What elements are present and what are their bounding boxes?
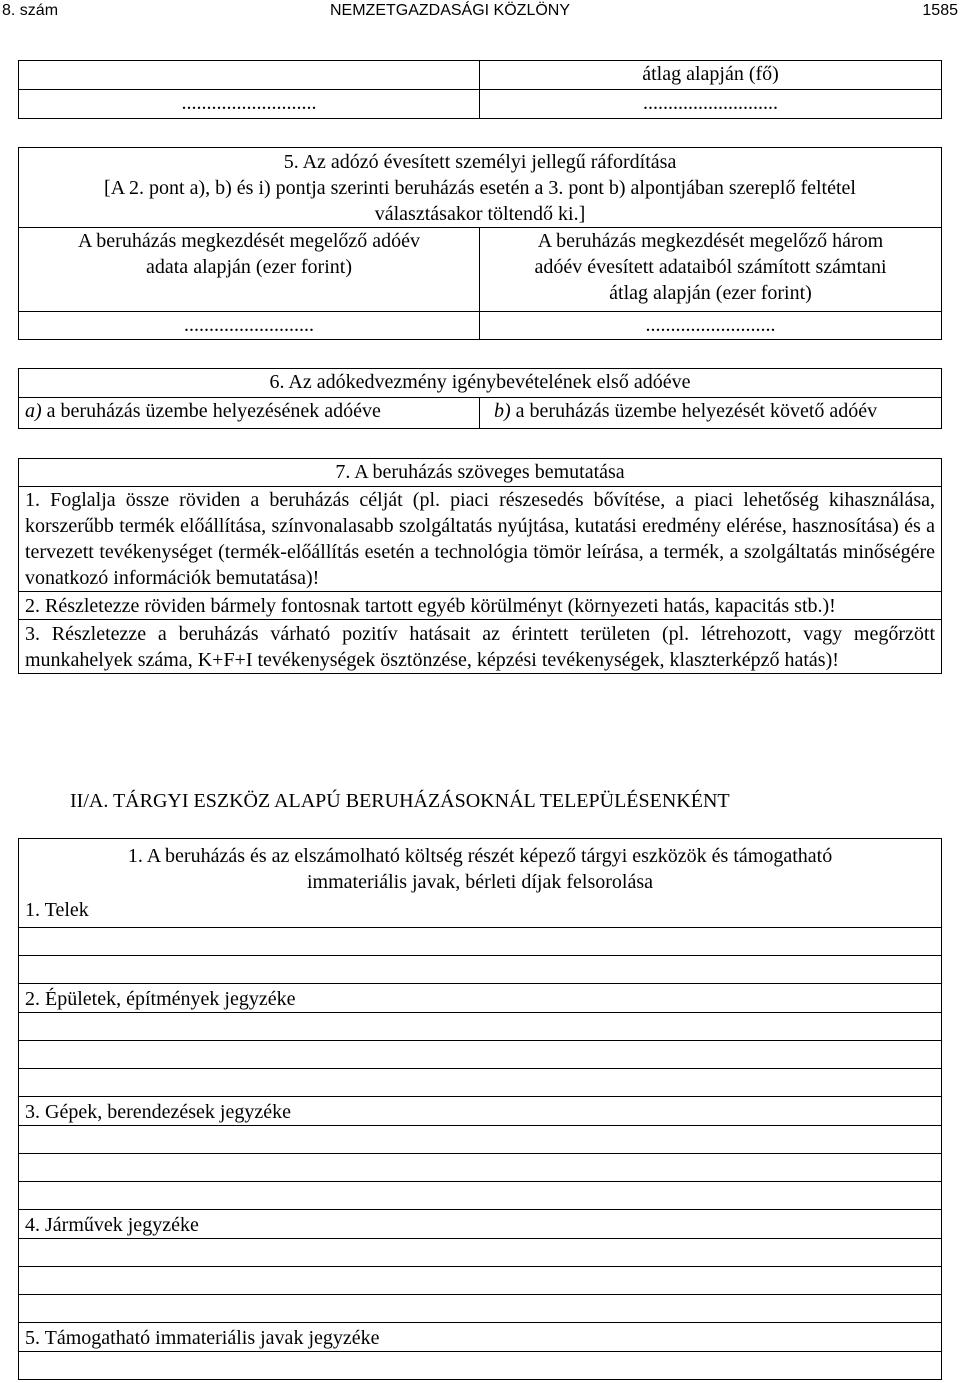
section-5-right-header [480,228,942,312]
section-6-title: 6. Az adókedvezmény igénybevételének első adóéve [19,369,942,398]
top-right-label: átlag alapján (fő) [480,61,942,90]
asset-category-machinery: 3. Gépek, berendezések jegyzéke [19,1097,942,1126]
section-5-title-line3: választásakor töltendő ki.] [374,203,586,225]
page-number: 1585 [922,2,958,19]
left-header-line2: adata alapján (ezer forint) [146,256,352,278]
option-a-text: a beruházás üzembe helyezésének adóéve [41,400,381,422]
section-5-title [19,148,942,228]
option-a-prefix: a) [25,400,42,422]
section-7-title: 7. A beruházás szöveges bemutatása [19,459,942,487]
asset-row[interactable] [19,1041,942,1069]
journal-title: NEMZETGAZDASÁGI KÖZLÖNY [329,2,571,19]
assets-table [18,838,942,1380]
section-6-table [18,368,942,429]
section-5-left-header [19,228,480,312]
top-left-cell [19,61,480,90]
right-header-line3: átlag alapján (ezer forint) [609,282,812,304]
top-left-value[interactable]: ........................... [19,90,480,119]
section-5-left-value[interactable]: .......................... [19,312,480,340]
asset-row[interactable] [19,1126,942,1154]
asset-row[interactable] [19,1069,942,1097]
issue-number: 8. szám [2,2,59,19]
option-b-text: a beruházás üzembe helyezését követő adóév [510,400,878,422]
right-header-line2: adóév évesített adataiból számított számtani [534,256,887,278]
assets-title-line1: 1. A beruházás és az elszámolható költség részét képező tárgyi eszközök és támogatható [127,845,833,867]
option-b-prefix: b) [494,400,511,422]
top-right-value[interactable]: ........................... [480,90,942,119]
asset-row[interactable] [19,1352,942,1380]
section-7-question-1[interactable]: 1. Foglalja össze röviden a beruházás célját (pl. piaci részesedés bővítése, a piaci lehetőség kihasználása, korszerűbb termék előállítása, színvonalasabb szolgáltatás nyújtása, kutatási eredmény elérése, hasznosítása) és a tervezett tevékenységet (termék-előállítás esetén a technológia tömör leírása, a termék, a szolgáltatás minőségére vonatkozó információk bemutatása)! [19,487,942,592]
asset-category-land: 1. Telek [25,899,89,921]
left-header-line1: A beruházás megkezdését megelőző adóév [77,230,421,252]
top-table [18,60,942,119]
assets-title [19,839,942,928]
section-5-title-line2: [A 2. pont a), b) és i) pontja szerinti beruházás esetén a 3. pont b) alpontjában szereplő feltétel [104,177,856,199]
asset-row[interactable] [19,1013,942,1041]
asset-row[interactable] [19,1267,942,1295]
asset-category-intangibles: 5. Támogatható immateriális javak jegyzéke [19,1323,942,1352]
asset-row[interactable] [19,1295,942,1323]
asset-category-vehicles: 4. Járművek jegyzéke [19,1210,942,1239]
section-5-right-value[interactable]: .......................... [480,312,942,340]
assets-title-line2: immateriális javak, bérleti díjak felsorolása [307,871,653,893]
section-7-table [18,458,942,674]
section-heading: II/A. TÁRGYI ESZKÖZ ALAPÚ BERUHÁZÁSOKNÁL TELEPÜLÉSENKÉNT [70,790,730,812]
asset-category-buildings: 2. Épületek, építmények jegyzéke [19,984,942,1013]
section-5-table [18,147,942,340]
right-header-line1: A beruházás megkezdését megelőző három [537,230,884,252]
asset-row[interactable] [19,1239,942,1267]
asset-row[interactable] [19,1182,942,1210]
asset-row[interactable] [19,1154,942,1182]
section-6-option-a[interactable] [19,398,480,429]
section-7-question-2[interactable]: 2. Részletezze röviden bármely fontosnak tartott egyéb körülményt (környezeti hatás, kapacitás stb.)! [19,592,942,620]
asset-row[interactable] [19,928,942,956]
section-7-question-3[interactable]: 3. Részletezze a beruházás várható pozitív hatásait az érintett területen (pl. létrehozott, vagy megőrzött munkahelyek száma, K+F+I tevékenységek ösztönzése, képzési tevékenységek, klaszterképző hatás)! [19,620,942,674]
section-5-title-line1: 5. Az adózó évesített személyi jellegű ráfordítása [283,151,677,173]
page-header [0,0,960,22]
asset-row[interactable] [19,956,942,984]
section-6-option-b[interactable] [480,398,942,429]
